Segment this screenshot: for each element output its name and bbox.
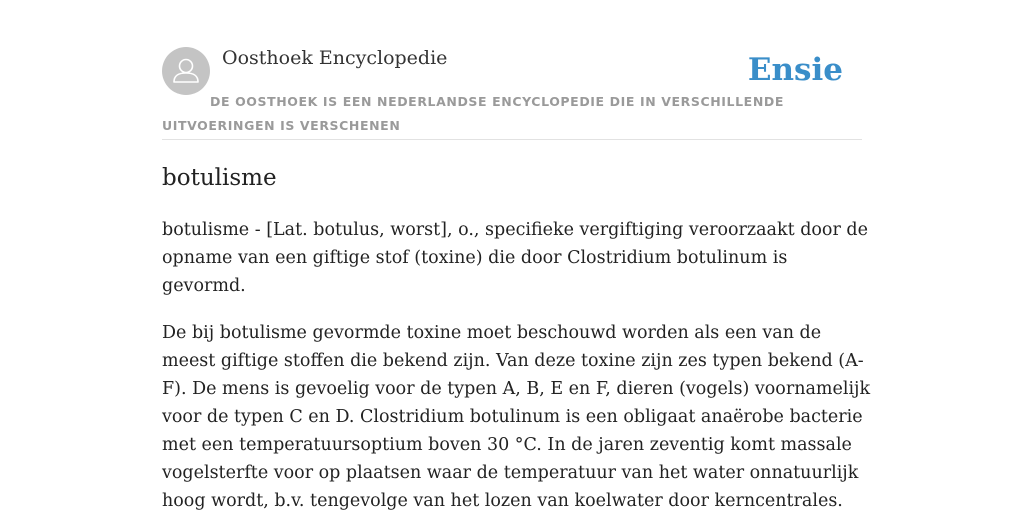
article-body <box>162 216 872 512</box>
site-tagline: DE OOSTHOEK IS EEN NEDERLANDSE ENCYCLOPEDIE DIE IN VERSCHILLENDE UITVOERINGEN IS VERSCHENEN <box>162 94 784 133</box>
user-avatar-icon[interactable] <box>162 47 210 95</box>
article-paragraph: De bij botulisme gevormde toxine moet beschouwd worden als een van de meest giftige stoffen die bekend zijn. Van deze toxine zijn zes typen bekend (A-F). De mens is gevoelig voor de typen A, B, E en F, dieren (vogels) voornamelijk voor de typen C en D. Clostridium botulinum is een obligaat anaërobe bacterie met een temperatuursoptium boven 30 °C. In de jaren zeventig komt massale vogelsterfte voor op plaatsen waar de temperatuur van het water onnatuurlijk hoog wordt, b.v. tengevolge van het lozen van koelwater door kerncentrales. <box>162 323 871 511</box>
article-title: botulisme <box>162 165 277 191</box>
brand-logo[interactable]: Ensie <box>747 52 843 88</box>
article-paragraph: botulisme - [Lat. botulus, worst], o., specifieke vergiftiging veroorzaakt door de opname van een giftige stof (toxine) die door Clostridium botulinum is gevormd. <box>162 220 868 296</box>
header-divider <box>162 139 862 140</box>
site-name[interactable]: Oosthoek Encyclopedie <box>222 47 448 69</box>
